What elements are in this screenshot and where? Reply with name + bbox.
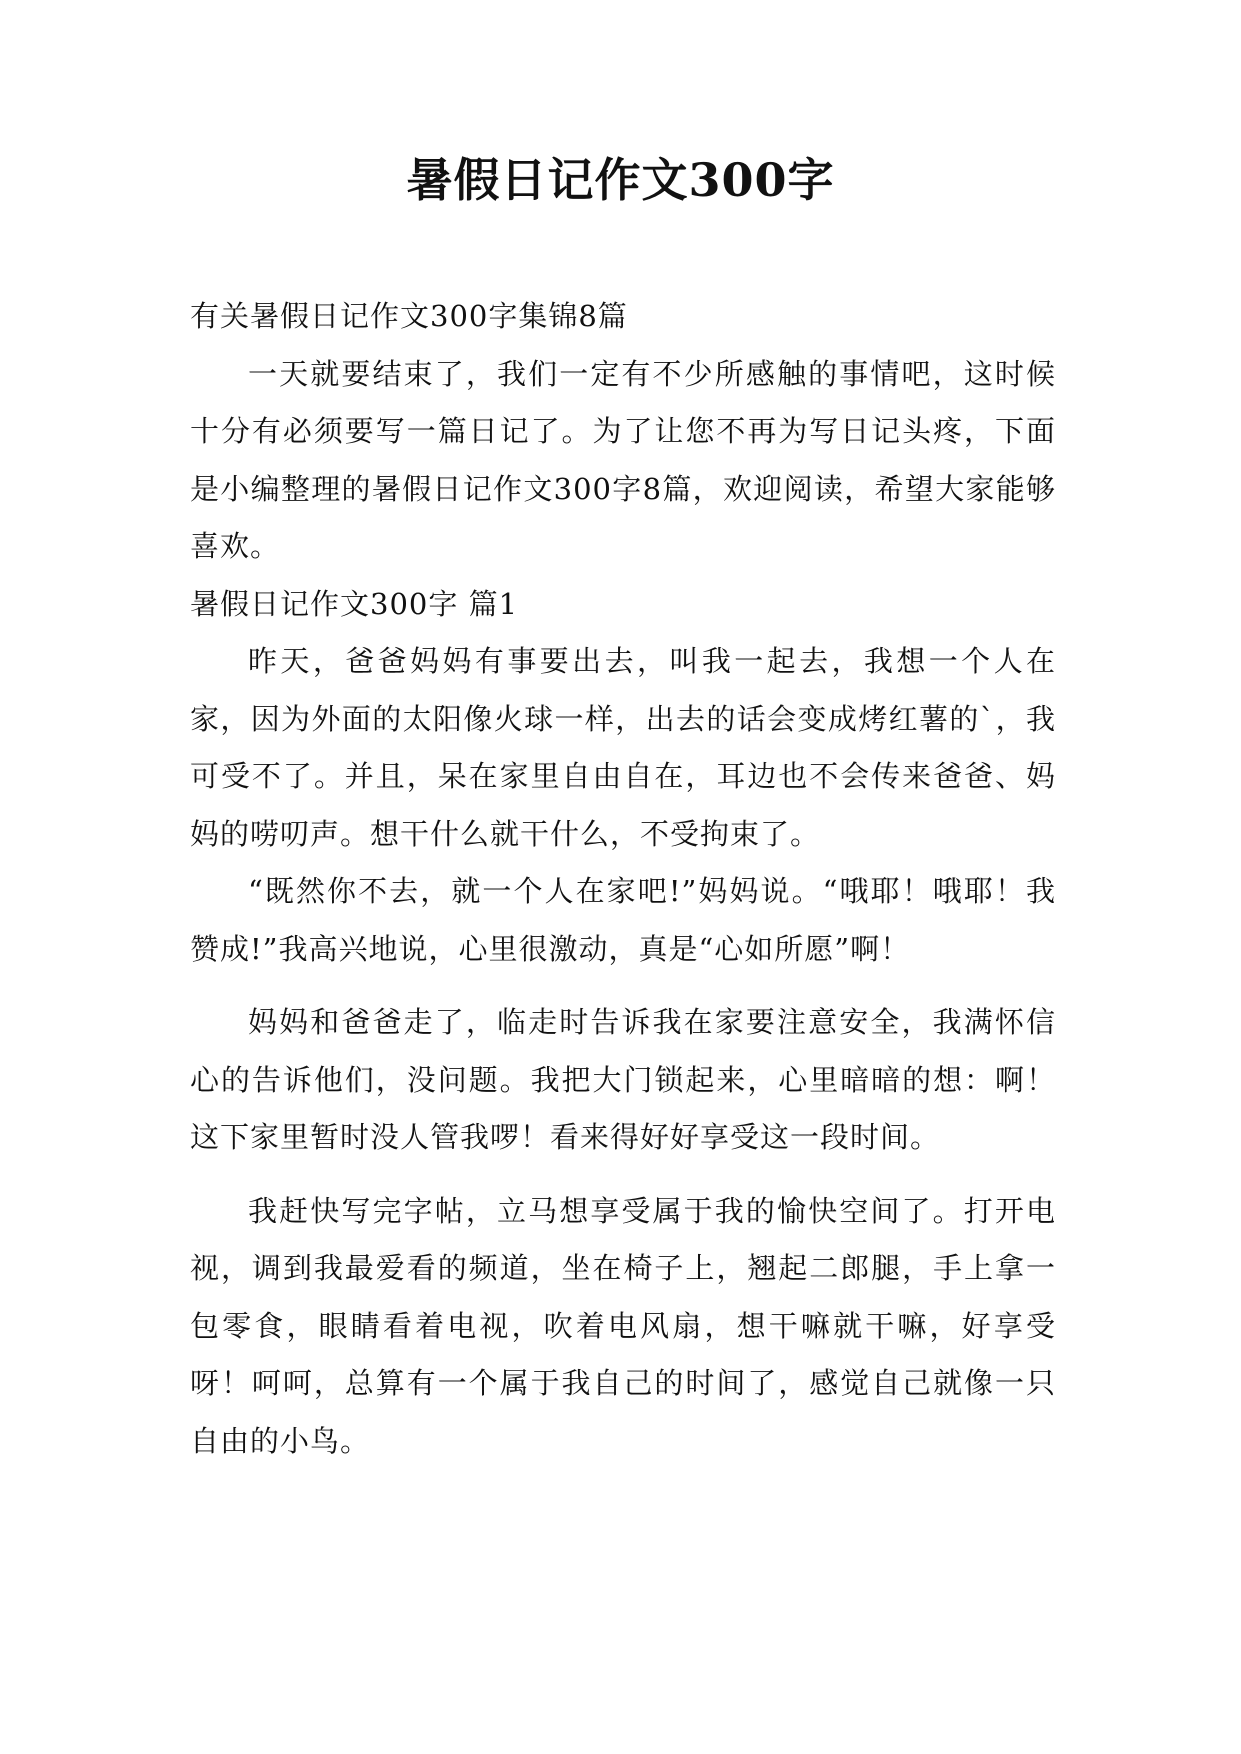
intro-paragraph: 一天就要结束了，我们一定有不少所感触的事情吧，这时候十分有必须要写一篇日记了。为了让您不再为写日记头疼，下面是小编整理的暑假日记作文300字8篇，欢迎阅读，希望大家能够喜欢。 [190,356,1056,563]
document-title: 暑假日记作文300字 [406,153,835,207]
document-body [190,288,1056,1470]
body-paragraph: “既然你不去，就一个人在家吧!”妈妈说。“哦耶！哦耶！我赞成!”我高兴地说，心里很激动，真是“心如所愿”啊！ [190,874,1056,966]
section-heading: 暑假日记作文300字 篇1 [190,586,519,621]
body-paragraph: 妈妈和爸爸走了，临走时告诉我在家要注意安全，我满怀信心的告诉他们，没问题。我把大门锁起来，心里暗暗的想：啊！这下家里暂时没人管我啰！看来得好好享受这一段时间。 [190,1005,1056,1154]
body-paragraph: 我赶快写完字帖，立马想享受属于我的愉快空间了。打开电视，调到我最爱看的频道，坐在椅子上，翘起二郎腿，手上拿一包零食，眼睛看着电视，吹着电风扇，想干嘛就干嘛，好享受呀！呵呵，总算有一个属于我自己的时间了，感觉自己就像一只自由的小鸟。 [190,1193,1056,1458]
body-paragraph: 昨天，爸爸妈妈有事要出去，叫我一起去，我想一个人在家，因为外面的太阳像火球一样，出去的话会变成烤红薯的`，我可受不了。并且，呆在家里自由自在，耳边也不会传来爸爸、妈妈的唠叨声。想干什么就干什么，不受拘束了。 [190,644,1056,851]
document-subtitle: 有关暑假日记作文300字集锦8篇 [190,299,628,333]
